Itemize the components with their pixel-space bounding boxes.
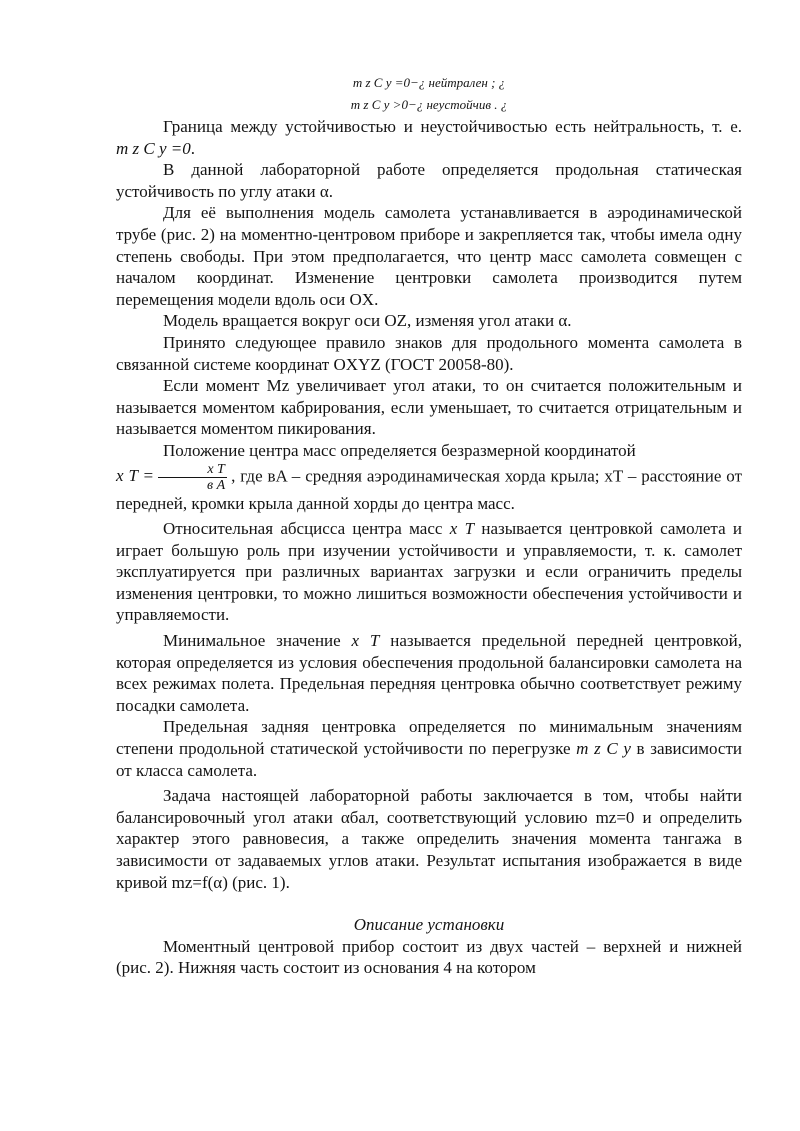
- aft-limit-text-b: в зависимости от класса самолета.: [116, 739, 743, 780]
- paragraph-aft-limit: [116, 716, 742, 781]
- paragraph-stability-angle: В данной лабораторной работе определяется продольная статическая устойчивость по углу атаки α.: [116, 160, 742, 201]
- formula-neutral: [116, 72, 742, 94]
- aft-limit-symbol: m z C y: [576, 739, 631, 759]
- forward-limit-symbol: x T: [351, 631, 380, 651]
- paragraph-rotation: Модель вращается вокруг оси OZ, изменяя угол атаки α.: [163, 311, 572, 331]
- paragraph-forward-limit: [116, 630, 742, 716]
- paragraph-model-setup: Для её выполнения модель самолета устанавливается в аэродинамической трубе (рис. 2) на моментно-центровом приборе и закрепляется так, чтобы имела одну степень свободы. При этом предполагается, что центр масс самолета совмещен с началом координат. Изменение центровки самолета производится путем перемещения модели вдоль оси OX.: [116, 203, 742, 309]
- paragraph-centering: [116, 518, 742, 626]
- neutrality-period: .: [190, 138, 195, 158]
- formula-neutral-text: m z C y =0−¿ нейтрален ; ¿: [352, 75, 506, 90]
- center-of-mass-definition: , где вA – средняя аэродинамическая хорда крыла; xT – расстояние от передней, кромки крыла данной хорды до центра масс.: [116, 465, 742, 513]
- fraction-denominator: в A: [207, 477, 226, 493]
- coordinate-formula-lhs: x T =: [116, 465, 154, 485]
- centering-text-a: Относительная абсцисса центра масс: [163, 519, 443, 539]
- neutrality-formula: m z C y =0: [116, 138, 191, 158]
- formula-unstable-text: m z C y >0−¿ неустойчив . ¿: [350, 97, 508, 112]
- section-heading: Описание установки: [353, 915, 505, 935]
- coordinate-fraction: [158, 462, 227, 493]
- forward-limit-text-b: называется предельной передней центровкой, которая определяется из условия обеспечения продольной балансировки самолета на всех режимах полета. Предельная передняя центровка обычно соответствует режиму посадки самолета.: [116, 631, 742, 715]
- paragraph-neutrality: [116, 116, 742, 159]
- aft-limit-text-a: Предельная задняя центровка определяется по минимальным значениям степени продольной статической устойчивости по перегрузке: [116, 717, 742, 759]
- paragraph-neutrality-text: Граница между устойчивостью и неустойчивостью есть нейтральность, т. е.: [163, 117, 742, 136]
- paragraph-sign-rule: Принято следующее правило знаков для продольного момента самолета в связанной системе координат OXYZ (ГОСТ 20058-80).: [116, 332, 742, 374]
- page-text: [116, 72, 742, 979]
- centering-symbol: x T: [449, 519, 475, 539]
- centering-text-b: называется центровкой самолета и играет большую роль при изучении устойчивости и управляемости, т. к. самолет эксплуатируется при различных вариантах загрузки и если ограничить пределы изменения центровки, то можно лишиться возможности обеспечения устойчивости и управляемости.: [116, 519, 743, 625]
- paragraph-device-description: Моментный центровой прибор состоит из двух частей – верхней и нижней (рис. 2). Нижняя часть состоит из основания 4 на котором: [116, 936, 742, 978]
- paragraph-center-of-mass: [116, 440, 742, 514]
- paragraph-moment-sign: Если момент Mz увеличивает угол атаки, то он считается положительным и называется моментом кабрирования, если уменьшает, то считается отрицательным и называется моментом пикирования.: [116, 376, 742, 439]
- fraction-numerator: x T: [158, 462, 227, 478]
- formula-unstable: [116, 94, 742, 116]
- coordinate-formula: [116, 461, 231, 493]
- forward-limit-text-a: Минимальное значение: [163, 631, 341, 651]
- paragraph-task: Задача настоящей лабораторной работы заключается в том, чтобы найти балансировочный угол атаки αбал, соответствующий условию mz=0 и определить характер этого равновесия, а также определить значения момента тангажа в зависимости от задаваемых углов атаки. Результат испытания изображается в виде кривой mz=f(α) (рис. 1).: [116, 786, 742, 892]
- center-of-mass-text: Положение центра масс определяется безразмерной координатой: [163, 440, 636, 460]
